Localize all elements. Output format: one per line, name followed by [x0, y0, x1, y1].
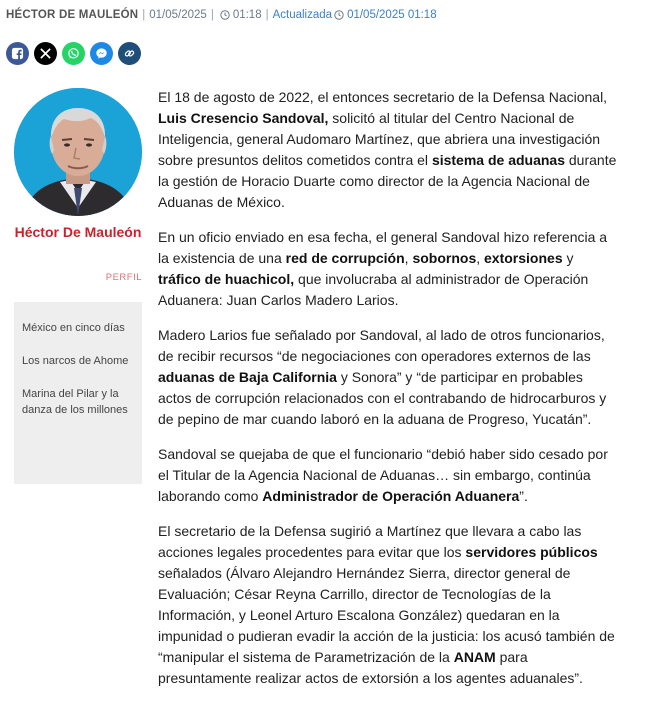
author-avatar[interactable]	[14, 88, 142, 216]
related-columns	[14, 302, 142, 484]
body-text: ”.	[519, 488, 528, 504]
meta-separator: |	[210, 9, 214, 21]
body-text: Sandoval se quejaba de que el funcionario “debió haber sido cesado por el Titular de la Agencia Nacional de Aduanas… sin embargo, continúa laborando como	[158, 446, 608, 504]
facebook-icon	[11, 47, 24, 60]
clock-icon	[220, 10, 230, 20]
share-bar	[6, 42, 141, 65]
body-text: El secretario de la Defensa sugirió a Martínez que llevara a cabo las acciones legales procedentes para evitar que los	[158, 523, 582, 560]
bold-text: aduanas de Baja California	[158, 369, 337, 385]
x-share-button[interactable]	[34, 42, 57, 65]
related-item[interactable]: Marina del Pilar y la danza de los millones	[22, 388, 128, 416]
bold-text: sistema de aduanas	[431, 152, 565, 168]
bold-text: Luis Cresencio Sandoval,	[158, 110, 329, 126]
whatsapp-share-button[interactable]	[62, 42, 85, 65]
author-name[interactable]: Héctor De Mauleón	[14, 224, 142, 240]
body-text: ,	[476, 250, 485, 266]
messenger-share-button[interactable]	[90, 42, 113, 65]
paragraph	[158, 325, 618, 430]
author-portrait-image	[14, 88, 142, 216]
bold-text: red de corrupción	[285, 250, 405, 266]
paragraph	[158, 521, 618, 689]
byline-author[interactable]: HÉCTOR DE MAULEÓN	[6, 9, 139, 21]
bold-text: Administrador de Operación Aduanera	[262, 488, 520, 504]
related-item[interactable]: Los narcos de Ahome	[22, 355, 129, 367]
body-text: El 18 de agosto de 2022, el entonces secretario de la Defensa Nacional,	[158, 89, 608, 105]
updated-datetime: 01/05/2025 01:18	[347, 9, 437, 21]
body-text: Madero Larios fue señalado por Sandoval, al lado de otros funcionarios, de recibir recursos “de negociaciones con operadores externos de las	[158, 327, 605, 364]
updated-label: Actualizada	[272, 9, 333, 21]
facebook-share-button[interactable]	[6, 42, 29, 65]
clock-icon	[334, 10, 344, 20]
paragraph	[158, 87, 618, 213]
bold-text: sobornos	[412, 250, 477, 266]
paragraph	[158, 227, 618, 311]
body-text: solicitó al titular del Centro Nacional de Inteligencia, general Audomaro Martínez, que abriera una investigación sobre presuntos delitos cometidos contra el	[158, 110, 601, 168]
body-text: ,	[404, 250, 413, 266]
publish-date: 01/05/2025	[149, 9, 207, 21]
body-text: y Sonora” y “de participar en probables actos de corrupción relacionados con el contrabando de hidrocarburos y de pepino de mar cuando laboró en la aduana de Progreso, Yucatán”.	[158, 369, 607, 427]
paragraph	[158, 444, 618, 507]
body-text: señalados (Álvaro Alejandro Hernández Sierra, director general de Evaluación; César Reyna Carrillo, director de Tecnologías de la Información, y Leonel Arturo Escalona González) quedaran en la impunidad o pudieran evadir la acción de la justicia: los acusó también de “manipular el sistema de Parametrización de la	[158, 565, 615, 665]
body-text: que involucraba al administrador de Operación Aduanera: Juan Carlos Madero Larios.	[158, 271, 589, 308]
body-text: y	[562, 250, 574, 266]
whatsapp-icon	[67, 47, 80, 60]
link-icon	[123, 47, 136, 60]
related-item[interactable]: México en cinco días	[22, 322, 125, 334]
bold-text: ANAM	[453, 649, 496, 665]
meta-separator: |	[265, 9, 269, 21]
x-icon	[39, 47, 52, 60]
publish-time: 01:18	[232, 9, 262, 21]
bold-text: tráfico de huachicol,	[158, 271, 295, 287]
bold-text: servidores públicos	[465, 544, 598, 560]
profile-link[interactable]: PERFIL	[105, 272, 142, 283]
body-text: para presuntamente realizar actos de extorsión a los agentes aduanales”.	[158, 649, 583, 686]
messenger-icon	[95, 47, 108, 60]
meta-separator: |	[142, 9, 146, 21]
body-text: En un oficio enviado en esa fecha, el general Sandoval hizo referencia a la existencia de una	[158, 229, 608, 266]
article-meta	[6, 9, 437, 21]
article-body	[158, 87, 618, 703]
body-text: durante la gestión de Horacio Duarte como director de la Agencia Nacional de Aduanas de México.	[158, 152, 617, 210]
bold-text: extorsiones	[484, 250, 563, 266]
copy-link-button[interactable]	[118, 42, 141, 65]
